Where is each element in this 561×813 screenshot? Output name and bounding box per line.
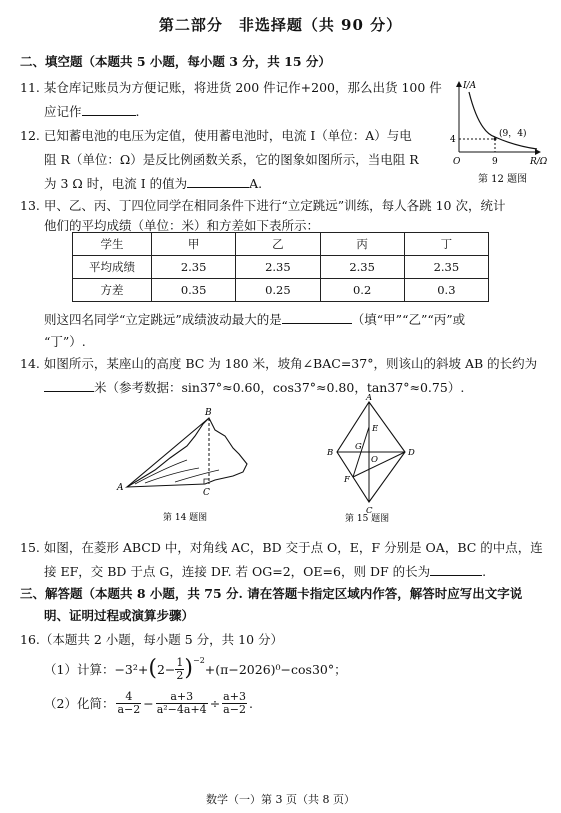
q14-answer-blank [44, 379, 94, 392]
q15-line2 [44, 562, 486, 580]
q12-origin: O [453, 157, 461, 167]
q14-text: 米（参考数据：sin37°≈0.60，cos37°≈0.80，tan37°≈0.75）. [94, 380, 465, 395]
q12-ytick: 4 [450, 135, 456, 145]
table-cell: 2.35 [320, 256, 404, 279]
q11-text: 应记作 [44, 104, 82, 119]
q13-line3 [44, 310, 465, 328]
q12-figure [445, 76, 557, 188]
table-cell: 2.35 [404, 256, 488, 279]
q16-p1-paren-open: ( [148, 656, 157, 681]
q16-p1-half-num: 1 [176, 655, 184, 669]
table-cell: 0.35 [152, 279, 236, 302]
q16-frac2 [156, 691, 208, 716]
q15-caption: 第 15 题图 [345, 514, 390, 522]
table-header-cell: 丙 [320, 233, 404, 256]
section-2-heading: 二、填空题（本题共 5 小题，每小题 3 分，共 15 分） [20, 54, 331, 69]
q15-label-e: E [372, 424, 379, 434]
q15-end: . [482, 564, 487, 579]
q16-p1-c: +(π−2026)⁰−cos30°； [204, 662, 347, 677]
table-cell: 0.2 [320, 279, 404, 302]
q12-unit: A. [249, 176, 263, 191]
q11-end: . [135, 104, 140, 119]
table-row [73, 256, 489, 279]
page-title: 第二部分 非选择题（共 90 分） [158, 16, 403, 34]
q12-xlabel: R/Ω [530, 157, 548, 167]
q16-end: . [248, 695, 253, 711]
q13-answer-blank [282, 311, 352, 324]
q15-label-b: B [327, 448, 334, 458]
q15-figure [325, 394, 425, 522]
q16-p1-half [175, 657, 184, 682]
q15-line1: 15. 如图，在菱形 ABCD 中，对角线 AC，BD 交于点 O，E，F 分别是 OA，BC 的中点，连 [20, 540, 543, 555]
q15-label-c: C [366, 506, 373, 516]
q16-part1 [44, 654, 347, 684]
table-header-cell: 甲 [152, 233, 236, 256]
q16-part2 [44, 688, 253, 718]
q12-caption: 第 12 题图 [478, 174, 528, 185]
q13-options: （填“甲”“乙”“丙”或 [351, 312, 466, 327]
q12-line3 [44, 174, 262, 192]
q15-text: 接 EF，交 BD 于点 G，连接 DF. 若 OG=2，OE=6，则 DF 的长为 [44, 564, 431, 579]
q16-op-div: ÷ [209, 695, 221, 711]
q12-curve [469, 92, 537, 149]
q13-line2: 他们的平均成绩（单位：米）和方差如下表所示： [44, 218, 320, 233]
q13-table [72, 232, 489, 302]
q12-answer-blank [187, 175, 249, 188]
q12-text: 为 3 Ω 时，电流 I 的值为 [44, 176, 188, 191]
table-cell: 0.25 [236, 279, 320, 302]
table-header-row [73, 233, 489, 256]
q15-label-d: D [408, 448, 415, 458]
q11-answer-blank [82, 103, 136, 116]
q15-label-o: O [371, 455, 378, 465]
q16-frac3-den: a−2 [223, 702, 246, 716]
table-cell: 平均成绩 [73, 256, 152, 279]
q16-p1-label: （1）计算： [44, 662, 115, 677]
table-cell: 2.35 [152, 256, 236, 279]
q11-line1: 11. 某仓库记账员为方便记账，将进货 200 件记作+200，那么出货 100 件 [20, 80, 442, 95]
q16-frac3 [222, 691, 247, 716]
q15-label-g: G [355, 442, 362, 452]
q11-line2 [44, 102, 140, 120]
q12-point [494, 138, 497, 141]
q16-frac3-num: a+3 [223, 689, 246, 703]
q15-answer-blank [430, 563, 482, 576]
page-footer: 数学（一）第 3 页（共 8 页） [206, 793, 355, 806]
q16-p2-label: （2）化简： [44, 696, 115, 711]
q16-frac1-num: 4 [116, 691, 141, 704]
q14-label-a: A [117, 483, 124, 493]
q12-xtick: 9 [492, 157, 498, 167]
section-3-heading: 三、解答题（本题共 8 小题，共 75 分. 请在答题卡指定区域内作答，解答时应写出文字说 [20, 586, 523, 601]
q13-line4: “丁”）. [44, 334, 86, 349]
table-header-cell: 丁 [404, 233, 488, 256]
table-cell: 2.35 [236, 256, 320, 279]
q14-figure [115, 404, 265, 522]
q14-label-c: C [203, 488, 210, 498]
q14-caption: 第 14 题图 [163, 513, 208, 522]
q16-frac2-num: a+3 [156, 691, 208, 704]
q12-line1: 12. 已知蓄电池的电压为定值，使用蓄电池时，电流 I（单位：A）与电 [20, 128, 412, 143]
q16-p1-exp: −2 [193, 656, 205, 665]
q12-point-label: (9，4) [499, 129, 527, 139]
q15-segment-df [353, 452, 405, 477]
q15-label-a: A [366, 394, 373, 403]
table-cell: 0.3 [404, 279, 488, 302]
q16-p1-half-den: 2 [176, 668, 184, 682]
table-cell: 方差 [73, 279, 152, 302]
q16-frac2-den: a²−4a+4 [156, 702, 207, 716]
q14-mountain-lines [135, 460, 219, 484]
q13-line1: 13. 甲、乙、丙、丁四位同学在相同条件下进行“立定跳远”训练，每人各跳 10 次，统计 [20, 198, 506, 213]
q16-op-minus: − [143, 695, 154, 711]
q14-mountain [127, 418, 247, 487]
q16-p1-b: 2− [156, 661, 176, 677]
q16-frac1 [116, 691, 141, 716]
q16-frac1-den: a−2 [117, 702, 141, 716]
table-header-cell: 学生 [73, 233, 152, 256]
q14-line1: 14. 如图所示，某座山的高度 BC 为 180 米，坡角∠BAC=37°，则该山的斜坡 AB 的长约为 [20, 356, 538, 371]
q13-text: 则这四名同学“立定跳远”成绩波动最大的是 [44, 312, 282, 327]
q15-label-f: F [344, 475, 350, 485]
table-header-cell: 乙 [236, 233, 320, 256]
section-3-heading-cont: 明、证明过程或演算步骤） [44, 608, 195, 623]
q12-ylabel: I/A [463, 81, 477, 91]
q16-heading: 16.（本题共 2 小题，每小题 5 分，共 10 分） [20, 632, 284, 647]
q14-label-b: B [205, 408, 212, 418]
table-row [73, 279, 489, 302]
q12-line2: 阻 R（单位：Ω）是反比例函数关系，它的图象如图所示，当电阻 R [44, 152, 419, 167]
q16-p1-a: −3²+ [114, 661, 149, 677]
q14-slope-ab [127, 418, 209, 487]
q16-p1-paren-close: ) [184, 656, 193, 681]
